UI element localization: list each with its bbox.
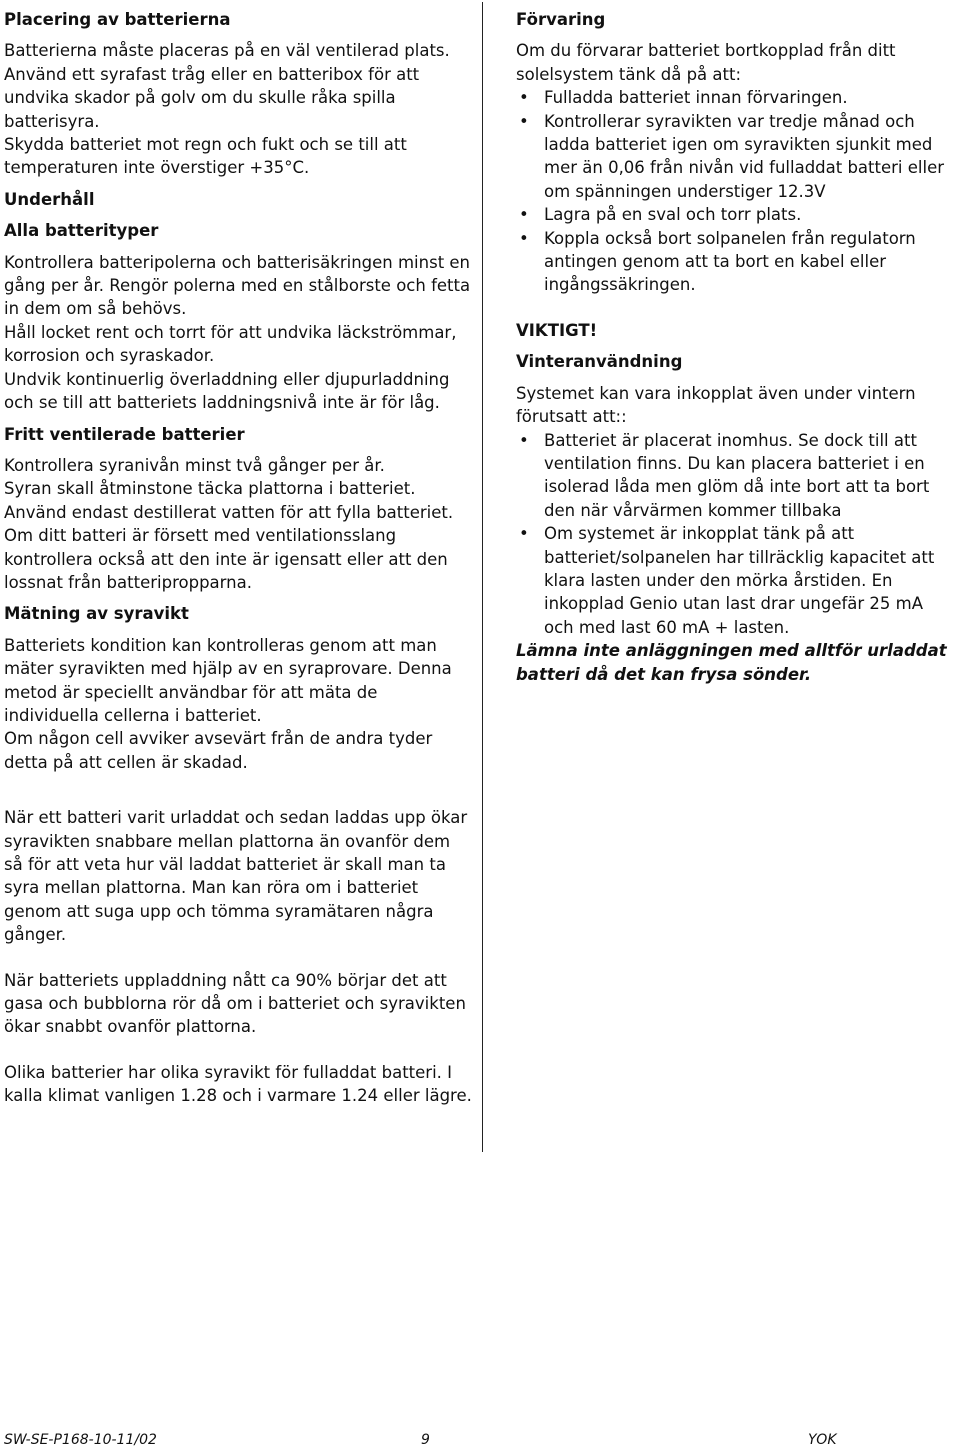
acid-text-1: Batteriets kondition kan kontrolleras genom att man mäter syravikten med hjälp av en syraprovare. Denna metod är speciellt användbar för att mäta de individuella cellerna i batteriet. bbox=[4, 635, 452, 725]
acid-text-3: När ett batteri varit urladdat och sedan laddas upp ökar syravikten snabbare mellan plattorna än ovanför dem så för att veta hur väl laddat batteriet är skall man ta syra mellan plattorna. Man kan röra om i batteriet genom att suga upp och tömma syramätaren några gånger. bbox=[4, 808, 468, 945]
footer-doc-code: SW-SE-P168-10-11/02 bbox=[4, 1432, 157, 1448]
storage-intro: Om du förvarar batteriet bortkopplad från ditt solelsystem tänk då på att: bbox=[516, 41, 896, 84]
winter-list bbox=[516, 429, 956, 640]
acid-text-2: Om någon cell avviker avsevärt från de andra tyder detta på att cellen är skadad. bbox=[4, 729, 433, 772]
vented-text-1: Kontrollera syranivån minst två gånger per år. bbox=[4, 455, 385, 475]
storage-heading: Förvaring bbox=[516, 10, 606, 29]
all-types-heading: Alla batterityper bbox=[4, 221, 159, 241]
list-item: • Om systemet är inkopplat tänk på att batteriet/solpanelen har tillräcklig kapacitet att klara lasten under den mörka årstiden. En inkopplad Genio utan last drar ungefär 25 mA och med last 60 mA + lasten. bbox=[516, 522, 956, 639]
left-column bbox=[4, 8, 474, 1108]
winter-heading: Vinteranvändning bbox=[516, 352, 683, 372]
storage-list bbox=[516, 86, 956, 297]
list-item: • Fulladda batteriet innan förvaringen. bbox=[516, 86, 956, 109]
winter-intro: Systemet kan vara inkopplat även under vintern förutsatt att:: bbox=[516, 383, 916, 427]
all-types-text-3: Undvik kontinuerlig överladdning eller djupurladdning och se till att batteriets laddningsnivå inte är för låg. bbox=[4, 369, 450, 413]
acid-text-5: Olika batterier har olika syravikt för fulladdat batteri. I kalla klimat vanligen 1.28 och i varmare 1.24 eller lägre. bbox=[4, 1062, 472, 1106]
list-item: • Kontrollerar syravikten var tredje månad och ladda batteriet igen om syravikten sjunkit med mer än 0,06 från nivån vid fulladdat batteri eller om spänningen understiger 12.3V bbox=[516, 110, 956, 204]
all-types-text-1: Kontrollera batteripolerna och batterisäkringen minst en gång per år. Rengör polerna med en stålborste och fetta in dem om så behövs. bbox=[4, 252, 471, 319]
placement-heading: Placering av batterierna bbox=[4, 10, 231, 29]
footer-page-number: 9 bbox=[421, 1432, 430, 1448]
placement-text-2: Skydda batteriet mot regn och fukt och se till att temperaturen inte överstiger +35°C. bbox=[4, 135, 407, 178]
vented-text-3: Om ditt batteri är försett med ventilationsslang kontrollera också att den inte är igensatt eller att den lossnat från batteripropparna. bbox=[4, 526, 448, 592]
list-item: • Koppla också bort solpanelen från regulatorn antingen genom att ta bort en kabel eller ingångssäkringen. bbox=[516, 227, 956, 297]
column-divider bbox=[482, 2, 483, 1152]
list-item: • Lagra på en sval och torr plats. bbox=[516, 203, 956, 226]
important-label: VIKTIGT! bbox=[516, 320, 598, 340]
placement-text: Batterierna måste placeras på en väl ventilerad plats. Använd ett syrafast tråg eller en batteribox för att undvika skador på golv om du skulle råka spilla batterisyra. bbox=[4, 41, 450, 131]
maintenance-heading: Underhåll bbox=[4, 189, 95, 209]
all-types-text-2: Håll locket rent och torrt för att undvika läckströmmar, korrosion och syraskador. bbox=[4, 322, 457, 366]
freeze-warning: Lämna inte anläggningen med alltför urladdat batteri då det kan frysa sönder. bbox=[516, 641, 947, 684]
right-column bbox=[516, 8, 956, 686]
acid-text-4: När batteriets uppladdning nått ca 90% börjar det att gasa och bubblorna rör då om i batteriet och syravikten ökar snabbt ovanför plattorna. bbox=[4, 970, 466, 1037]
vented-heading: Fritt ventilerade batterier bbox=[4, 424, 245, 444]
acid-heading: Mätning av syravikt bbox=[4, 604, 189, 624]
footer-brand: YOK bbox=[808, 1432, 837, 1448]
list-item: • Batteriet är placerat inomhus. Se dock till att ventilation finns. Du kan placera batteriet i en isolerad låda men glöm då inte bort att ta bort den när vårvärmen kommer tillbaka bbox=[516, 429, 956, 523]
vented-text-2: Syran skall åtminstone täcka plattorna i batteriet. Använd endast destillerat vatten för att fylla batteriet. bbox=[4, 479, 454, 522]
